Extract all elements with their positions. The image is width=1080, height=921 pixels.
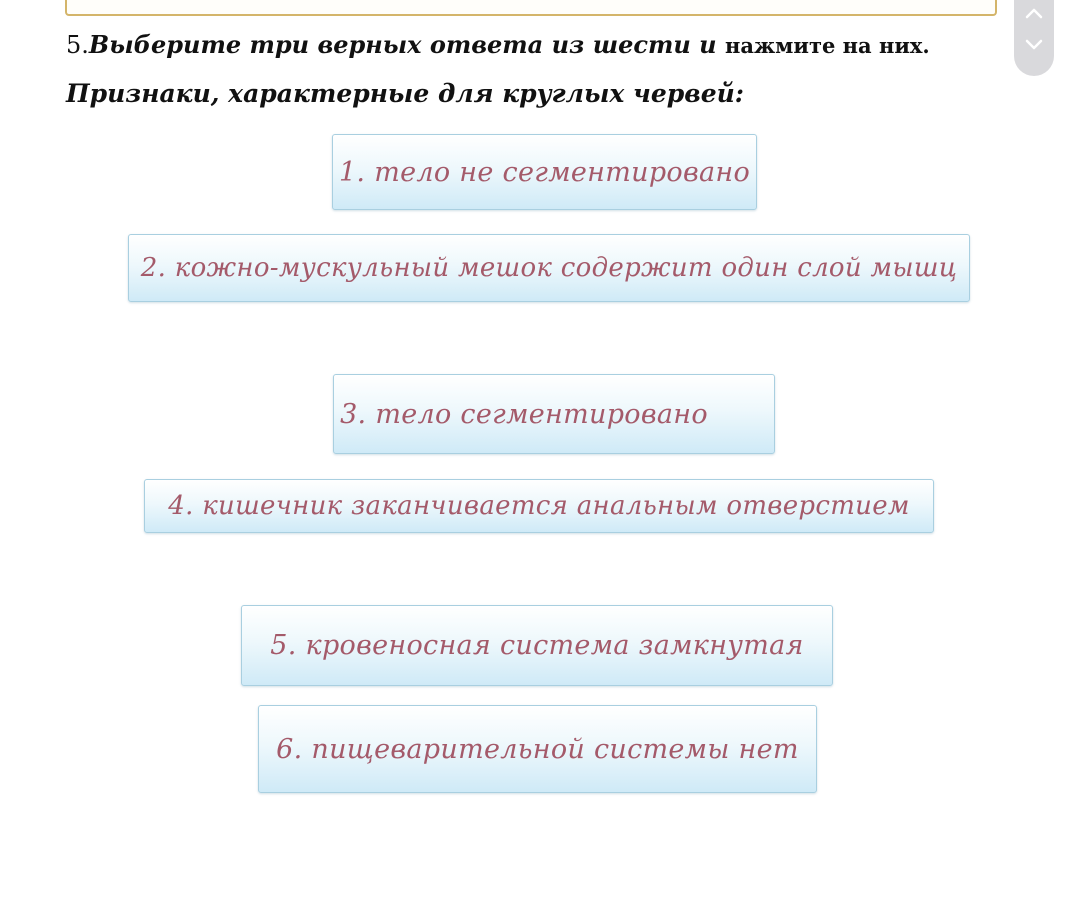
answer-option-label: 2. кожно-мускульный мешок содержит один слой мышц <box>140 253 958 283</box>
answer-option-1[interactable] <box>332 134 757 210</box>
answer-option-label: 6. пищеварительной системы нет <box>276 733 799 765</box>
answer-option-label: 5. кровеносная система замкнутая <box>270 630 804 661</box>
question-instruction-italic: Выберите три верных ответа из шести и <box>88 30 725 59</box>
scroll-up-button[interactable] <box>1014 0 1054 28</box>
answer-option-6[interactable] <box>258 705 817 793</box>
answer-option-3[interactable] <box>333 374 775 454</box>
question-instruction-plain: нажмите на них. <box>724 33 930 58</box>
answer-option-label: 4. кишечник заканчивается анальным отверстием <box>168 491 910 521</box>
answer-option-5[interactable] <box>241 605 833 686</box>
question-title: Признаки, характерные для круглых червей: <box>66 79 745 108</box>
chevron-down-icon <box>1024 37 1044 51</box>
answer-option-label: 1. тело не сегментировано <box>338 156 751 188</box>
answer-option-2[interactable] <box>128 234 970 302</box>
chevron-up-icon <box>1024 7 1044 21</box>
question-instruction <box>66 30 966 70</box>
previous-answer-field[interactable] <box>65 0 997 16</box>
question-number: 5. <box>66 31 89 59</box>
answer-option-4[interactable] <box>144 479 934 533</box>
answer-option-label: 3. тело сегментировано <box>340 398 708 430</box>
scroll-navigator <box>1014 0 1054 76</box>
scroll-down-button[interactable] <box>1014 30 1054 58</box>
